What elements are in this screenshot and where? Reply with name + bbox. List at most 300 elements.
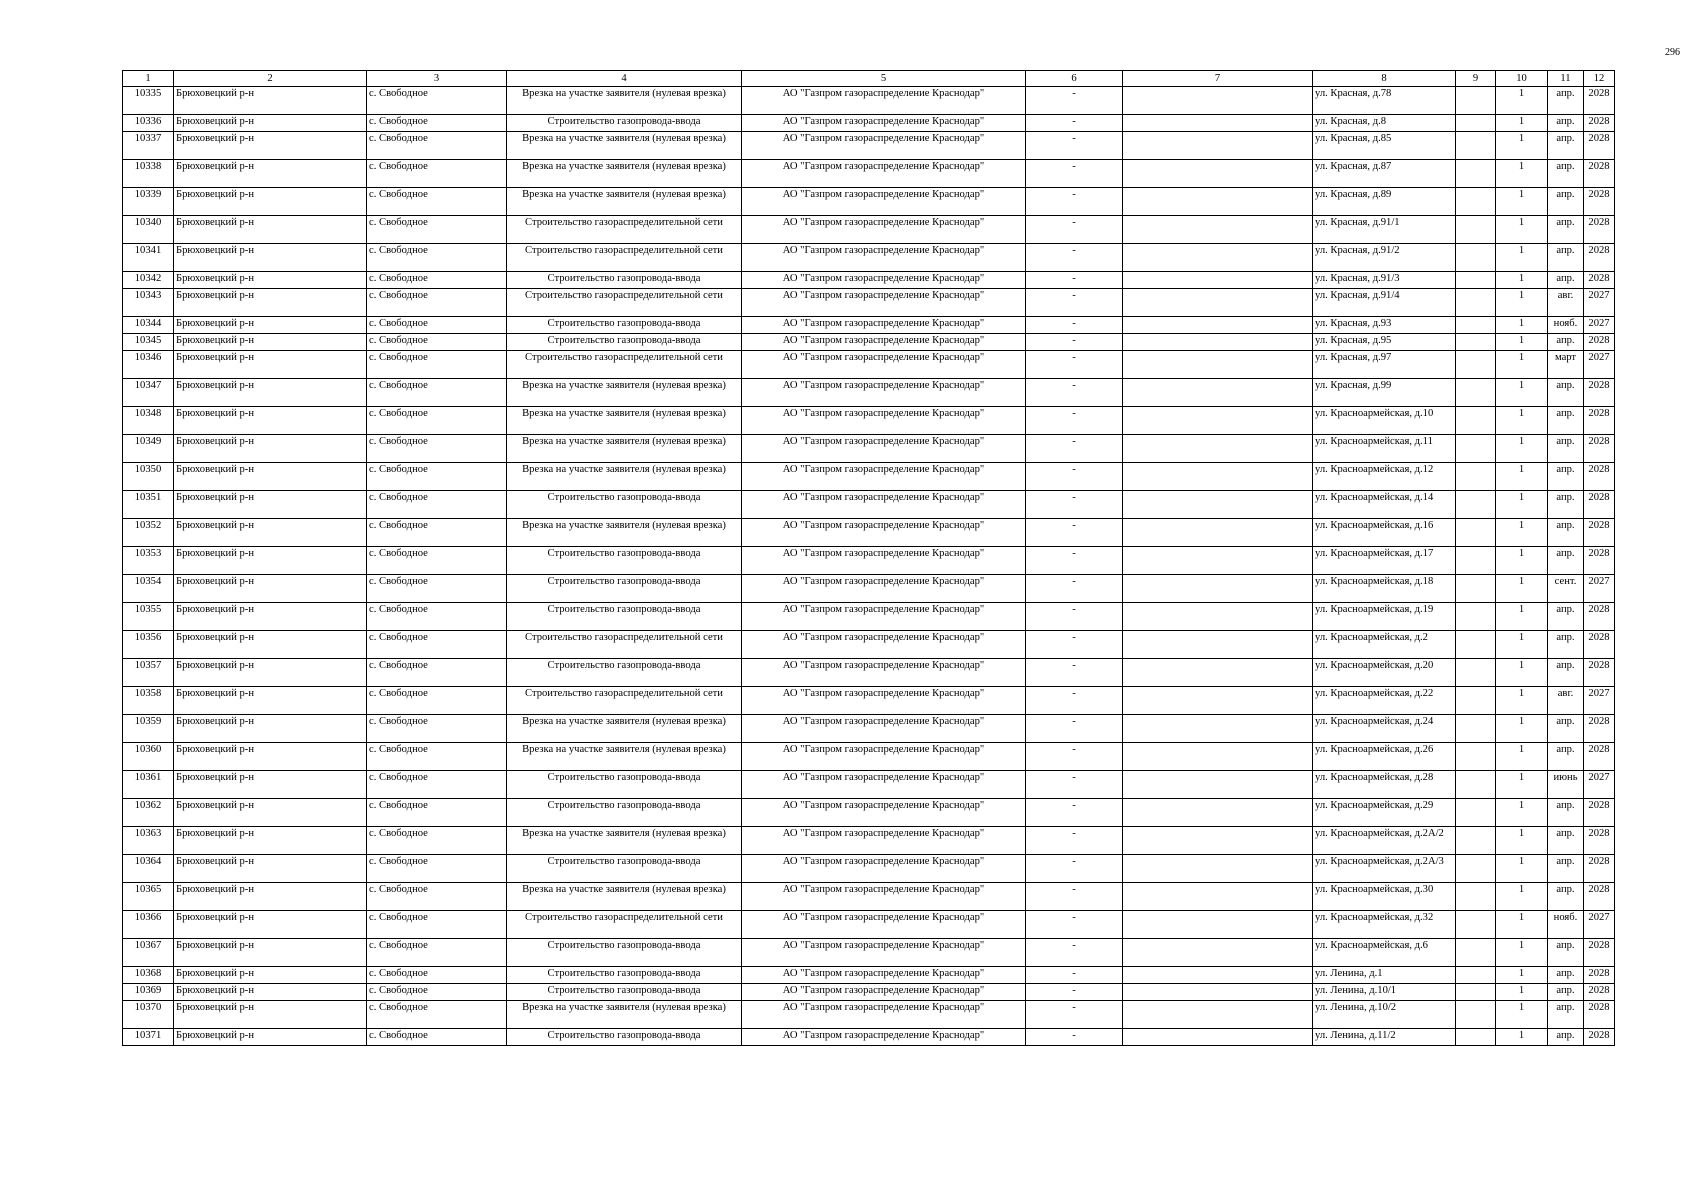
row-number-cell: 10351 [123, 491, 174, 519]
work-type-cell: Врезка на участке заявителя (нулевая врезка) [507, 435, 742, 463]
col9-cell [1456, 115, 1496, 132]
organization-cell: АО "Газпром газораспределение Краснодар" [742, 379, 1026, 407]
locality-cell: с. Свободное [367, 435, 507, 463]
row-number-cell: 10352 [123, 519, 174, 547]
district-cell: Брюховецкий р-н [174, 603, 367, 631]
address-cell: ул. Красная, д.89 [1313, 188, 1456, 216]
page-number: 296 [1665, 47, 1680, 58]
col7-cell [1123, 1001, 1313, 1029]
organization-cell: АО "Газпром газораспределение Краснодар" [742, 216, 1026, 244]
district-cell: Брюховецкий р-н [174, 244, 367, 272]
address-cell: ул. Красноармейская, д.11 [1313, 435, 1456, 463]
table-row [123, 289, 1615, 317]
quantity-cell: 1 [1496, 659, 1548, 687]
month-cell: апр. [1548, 272, 1584, 289]
district-cell: Брюховецкий р-н [174, 687, 367, 715]
column-header: 1 [123, 71, 174, 87]
month-cell: нояб. [1548, 317, 1584, 334]
table-row [123, 244, 1615, 272]
quantity-cell: 1 [1496, 939, 1548, 967]
address-cell: ул. Красноармейская, д.10 [1313, 407, 1456, 435]
column-header: 8 [1313, 71, 1456, 87]
col9-cell [1456, 984, 1496, 1001]
quantity-cell: 1 [1496, 911, 1548, 939]
col6-cell: - [1026, 855, 1123, 883]
organization-cell: АО "Газпром газораспределение Краснодар" [742, 827, 1026, 855]
work-type-cell: Строительство газораспределительной сети [507, 351, 742, 379]
organization-cell: АО "Газпром газораспределение Краснодар" [742, 160, 1026, 188]
locality-cell: с. Свободное [367, 160, 507, 188]
col9-cell [1456, 87, 1496, 115]
month-cell: авг. [1548, 289, 1584, 317]
row-number-cell: 10345 [123, 334, 174, 351]
row-number-cell: 10370 [123, 1001, 174, 1029]
month-cell: нояб. [1548, 911, 1584, 939]
year-cell: 2028 [1584, 491, 1615, 519]
address-cell: ул. Красноармейская, д.14 [1313, 491, 1456, 519]
address-cell: ул. Красная, д.91/2 [1313, 244, 1456, 272]
row-number-cell: 10360 [123, 743, 174, 771]
work-type-cell: Врезка на участке заявителя (нулевая врезка) [507, 743, 742, 771]
locality-cell: с. Свободное [367, 967, 507, 984]
header-row [123, 71, 1615, 87]
col9-cell [1456, 244, 1496, 272]
year-cell: 2027 [1584, 687, 1615, 715]
col6-cell: - [1026, 1029, 1123, 1046]
work-type-cell: Строительство газопровода-ввода [507, 799, 742, 827]
locality-cell: с. Свободное [367, 87, 507, 115]
year-cell: 2028 [1584, 743, 1615, 771]
col9-cell [1456, 317, 1496, 334]
col7-cell [1123, 519, 1313, 547]
table-row [123, 379, 1615, 407]
organization-cell: АО "Газпром газораспределение Краснодар" [742, 939, 1026, 967]
organization-cell: АО "Газпром газораспределение Краснодар" [742, 317, 1026, 334]
col7-cell [1123, 687, 1313, 715]
row-number-cell: 10341 [123, 244, 174, 272]
district-cell: Брюховецкий р-н [174, 771, 367, 799]
year-cell: 2027 [1584, 771, 1615, 799]
col6-cell: - [1026, 188, 1123, 216]
month-cell: апр. [1548, 491, 1584, 519]
work-type-cell: Врезка на участке заявителя (нулевая врезка) [507, 463, 742, 491]
organization-cell: АО "Газпром газораспределение Краснодар" [742, 659, 1026, 687]
row-number-cell: 10347 [123, 379, 174, 407]
work-type-cell: Врезка на участке заявителя (нулевая врезка) [507, 160, 742, 188]
address-cell: ул. Красноармейская, д.20 [1313, 659, 1456, 687]
work-type-cell: Строительство газопровода-ввода [507, 603, 742, 631]
address-cell: ул. Красная, д.91/4 [1313, 289, 1456, 317]
organization-cell: АО "Газпром газораспределение Краснодар" [742, 855, 1026, 883]
quantity-cell: 1 [1496, 1001, 1548, 1029]
work-type-cell: Строительство газопровода-ввода [507, 939, 742, 967]
district-cell: Брюховецкий р-н [174, 984, 367, 1001]
month-cell: апр. [1548, 160, 1584, 188]
district-cell: Брюховецкий р-н [174, 743, 367, 771]
col7-cell [1123, 491, 1313, 519]
locality-cell: с. Свободное [367, 855, 507, 883]
quantity-cell: 1 [1496, 799, 1548, 827]
quantity-cell: 1 [1496, 519, 1548, 547]
col6-cell: - [1026, 491, 1123, 519]
table-row [123, 519, 1615, 547]
table-row [123, 216, 1615, 244]
row-number-cell: 10343 [123, 289, 174, 317]
table-row [123, 911, 1615, 939]
col6-cell: - [1026, 687, 1123, 715]
col6-cell: - [1026, 244, 1123, 272]
district-cell: Брюховецкий р-н [174, 939, 367, 967]
year-cell: 2028 [1584, 87, 1615, 115]
row-number-cell: 10340 [123, 216, 174, 244]
district-cell: Брюховецкий р-н [174, 435, 367, 463]
col7-cell [1123, 659, 1313, 687]
work-type-cell: Врезка на участке заявителя (нулевая врезка) [507, 883, 742, 911]
table-row [123, 334, 1615, 351]
col9-cell [1456, 407, 1496, 435]
col9-cell [1456, 575, 1496, 603]
address-cell: ул. Красноармейская, д.26 [1313, 743, 1456, 771]
column-header: 3 [367, 71, 507, 87]
organization-cell: АО "Газпром газораспределение Краснодар" [742, 289, 1026, 317]
quantity-cell: 1 [1496, 603, 1548, 631]
col7-cell [1123, 407, 1313, 435]
col6-cell: - [1026, 883, 1123, 911]
work-type-cell: Строительство газопровода-ввода [507, 984, 742, 1001]
quantity-cell: 1 [1496, 216, 1548, 244]
quantity-cell: 1 [1496, 855, 1548, 883]
col7-cell [1123, 463, 1313, 491]
organization-cell: АО "Газпром газораспределение Краснодар" [742, 631, 1026, 659]
organization-cell: АО "Газпром газораспределение Краснодар" [742, 87, 1026, 115]
col9-cell [1456, 827, 1496, 855]
organization-cell: АО "Газпром газораспределение Краснодар" [742, 911, 1026, 939]
quantity-cell: 1 [1496, 1029, 1548, 1046]
col7-cell [1123, 911, 1313, 939]
district-cell: Брюховецкий р-н [174, 631, 367, 659]
table-row [123, 87, 1615, 115]
address-cell: ул. Ленина, д.10/1 [1313, 984, 1456, 1001]
locality-cell: с. Свободное [367, 379, 507, 407]
col6-cell: - [1026, 659, 1123, 687]
year-cell: 2028 [1584, 407, 1615, 435]
table-row [123, 317, 1615, 334]
table-row [123, 132, 1615, 160]
work-type-cell: Строительство газопровода-ввода [507, 317, 742, 334]
year-cell: 2028 [1584, 603, 1615, 631]
col6-cell: - [1026, 771, 1123, 799]
col7-cell [1123, 603, 1313, 631]
col9-cell [1456, 771, 1496, 799]
address-cell: ул. Красная, д.99 [1313, 379, 1456, 407]
organization-cell: АО "Газпром газораспределение Краснодар" [742, 519, 1026, 547]
col9-cell [1456, 939, 1496, 967]
work-type-cell: Врезка на участке заявителя (нулевая врезка) [507, 519, 742, 547]
year-cell: 2027 [1584, 911, 1615, 939]
table-row [123, 547, 1615, 575]
col6-cell: - [1026, 519, 1123, 547]
address-cell: ул. Красная, д.87 [1313, 160, 1456, 188]
organization-cell: АО "Газпром газораспределение Краснодар" [742, 435, 1026, 463]
column-header: 2 [174, 71, 367, 87]
table-row [123, 1029, 1615, 1046]
col9-cell [1456, 883, 1496, 911]
work-type-cell: Строительство газопровода-ввода [507, 771, 742, 799]
col6-cell: - [1026, 575, 1123, 603]
address-cell: ул. Красная, д.91/3 [1313, 272, 1456, 289]
col6-cell: - [1026, 351, 1123, 379]
locality-cell: с. Свободное [367, 334, 507, 351]
col6-cell: - [1026, 984, 1123, 1001]
col6-cell: - [1026, 317, 1123, 334]
locality-cell: с. Свободное [367, 715, 507, 743]
locality-cell: с. Свободное [367, 799, 507, 827]
work-type-cell: Строительство газопровода-ввода [507, 1029, 742, 1046]
district-cell: Брюховецкий р-н [174, 855, 367, 883]
district-cell: Брюховецкий р-н [174, 407, 367, 435]
col9-cell [1456, 603, 1496, 631]
locality-cell: с. Свободное [367, 188, 507, 216]
table-row [123, 827, 1615, 855]
row-number-cell: 10337 [123, 132, 174, 160]
col7-cell [1123, 289, 1313, 317]
organization-cell: АО "Газпром газораспределение Краснодар" [742, 771, 1026, 799]
address-cell: ул. Красноармейская, д.12 [1313, 463, 1456, 491]
col6-cell: - [1026, 911, 1123, 939]
col9-cell [1456, 379, 1496, 407]
district-cell: Брюховецкий р-н [174, 272, 367, 289]
organization-cell: АО "Газпром газораспределение Краснодар" [742, 463, 1026, 491]
row-number-cell: 10358 [123, 687, 174, 715]
organization-cell: АО "Газпром газораспределение Краснодар" [742, 547, 1026, 575]
address-cell: ул. Красная, д.97 [1313, 351, 1456, 379]
organization-cell: АО "Газпром газораспределение Краснодар" [742, 603, 1026, 631]
district-cell: Брюховецкий р-н [174, 491, 367, 519]
year-cell: 2028 [1584, 939, 1615, 967]
col7-cell [1123, 715, 1313, 743]
quantity-cell: 1 [1496, 463, 1548, 491]
locality-cell: с. Свободное [367, 743, 507, 771]
quantity-cell: 1 [1496, 435, 1548, 463]
work-type-cell: Строительство газопровода-ввода [507, 334, 742, 351]
col7-cell [1123, 272, 1313, 289]
table-body [123, 87, 1615, 1046]
table-row [123, 967, 1615, 984]
month-cell: апр. [1548, 883, 1584, 911]
col7-cell [1123, 435, 1313, 463]
col7-cell [1123, 631, 1313, 659]
district-cell: Брюховецкий р-н [174, 216, 367, 244]
col7-cell [1123, 379, 1313, 407]
month-cell: апр. [1548, 855, 1584, 883]
col9-cell [1456, 216, 1496, 244]
row-number-cell: 10350 [123, 463, 174, 491]
address-cell: ул. Красноармейская, д.28 [1313, 771, 1456, 799]
column-header: 10 [1496, 71, 1548, 87]
district-cell: Брюховецкий р-н [174, 883, 367, 911]
month-cell: июнь [1548, 771, 1584, 799]
quantity-cell: 1 [1496, 547, 1548, 575]
quantity-cell: 1 [1496, 244, 1548, 272]
col6-cell: - [1026, 967, 1123, 984]
locality-cell: с. Свободное [367, 659, 507, 687]
col6-cell: - [1026, 216, 1123, 244]
address-cell: ул. Красная, д.8 [1313, 115, 1456, 132]
row-number-cell: 10365 [123, 883, 174, 911]
locality-cell: с. Свободное [367, 547, 507, 575]
work-type-cell: Врезка на участке заявителя (нулевая врезка) [507, 407, 742, 435]
col7-cell [1123, 351, 1313, 379]
month-cell: апр. [1548, 132, 1584, 160]
month-cell: апр. [1548, 115, 1584, 132]
quantity-cell: 1 [1496, 272, 1548, 289]
locality-cell: с. Свободное [367, 1029, 507, 1046]
row-number-cell: 10367 [123, 939, 174, 967]
district-cell: Брюховецкий р-н [174, 379, 367, 407]
work-type-cell: Строительство газораспределительной сети [507, 216, 742, 244]
organization-cell: АО "Газпром газораспределение Краснодар" [742, 132, 1026, 160]
organization-cell: АО "Газпром газораспределение Краснодар" [742, 967, 1026, 984]
district-cell: Брюховецкий р-н [174, 575, 367, 603]
district-cell: Брюховецкий р-н [174, 827, 367, 855]
locality-cell: с. Свободное [367, 491, 507, 519]
quantity-cell: 1 [1496, 115, 1548, 132]
col6-cell: - [1026, 87, 1123, 115]
table-row [123, 1001, 1615, 1029]
table-row [123, 771, 1615, 799]
address-cell: ул. Красная, д.85 [1313, 132, 1456, 160]
col7-cell [1123, 743, 1313, 771]
district-cell: Брюховецкий р-н [174, 289, 367, 317]
address-cell: ул. Красноармейская, д.6 [1313, 939, 1456, 967]
organization-cell: АО "Газпром газораспределение Краснодар" [742, 1001, 1026, 1029]
year-cell: 2027 [1584, 575, 1615, 603]
col9-cell [1456, 967, 1496, 984]
quantity-cell: 1 [1496, 631, 1548, 659]
month-cell: апр. [1548, 1001, 1584, 1029]
column-header: 7 [1123, 71, 1313, 87]
month-cell: апр. [1548, 799, 1584, 827]
address-cell: ул. Красноармейская, д.24 [1313, 715, 1456, 743]
year-cell: 2028 [1584, 160, 1615, 188]
year-cell: 2028 [1584, 132, 1615, 160]
organization-cell: АО "Газпром газораспределение Краснодар" [742, 407, 1026, 435]
locality-cell: с. Свободное [367, 407, 507, 435]
col9-cell [1456, 631, 1496, 659]
col9-cell [1456, 715, 1496, 743]
locality-cell: с. Свободное [367, 911, 507, 939]
address-cell: ул. Красноармейская, д.2А/3 [1313, 855, 1456, 883]
district-cell: Брюховецкий р-н [174, 911, 367, 939]
district-cell: Брюховецкий р-н [174, 115, 367, 132]
work-type-cell: Врезка на участке заявителя (нулевая врезка) [507, 715, 742, 743]
month-cell: сент. [1548, 575, 1584, 603]
table-row [123, 984, 1615, 1001]
quantity-cell: 1 [1496, 351, 1548, 379]
district-cell: Брюховецкий р-н [174, 463, 367, 491]
col7-cell [1123, 547, 1313, 575]
table-row [123, 272, 1615, 289]
locality-cell: с. Свободное [367, 883, 507, 911]
year-cell: 2028 [1584, 715, 1615, 743]
row-number-cell: 10353 [123, 547, 174, 575]
district-cell: Брюховецкий р-н [174, 519, 367, 547]
locality-cell: с. Свободное [367, 115, 507, 132]
col7-cell [1123, 984, 1313, 1001]
year-cell: 2028 [1584, 272, 1615, 289]
organization-cell: АО "Газпром газораспределение Краснодар" [742, 272, 1026, 289]
table-row [123, 491, 1615, 519]
column-header: 9 [1456, 71, 1496, 87]
work-type-cell: Врезка на участке заявителя (нулевая врезка) [507, 827, 742, 855]
table-row [123, 631, 1615, 659]
district-cell: Брюховецкий р-н [174, 1001, 367, 1029]
work-type-cell: Строительство газораспределительной сети [507, 289, 742, 317]
year-cell: 2028 [1584, 115, 1615, 132]
column-header: 5 [742, 71, 1026, 87]
row-number-cell: 10336 [123, 115, 174, 132]
year-cell: 2028 [1584, 631, 1615, 659]
work-type-cell: Строительство газопровода-ввода [507, 855, 742, 883]
col6-cell: - [1026, 379, 1123, 407]
year-cell: 2028 [1584, 334, 1615, 351]
month-cell: апр. [1548, 435, 1584, 463]
district-cell: Брюховецкий р-н [174, 547, 367, 575]
organization-cell: АО "Газпром газораспределение Краснодар" [742, 799, 1026, 827]
row-number-cell: 10355 [123, 603, 174, 631]
table-row [123, 188, 1615, 216]
col7-cell [1123, 334, 1313, 351]
month-cell: апр. [1548, 1029, 1584, 1046]
month-cell: апр. [1548, 547, 1584, 575]
district-cell: Брюховецкий р-н [174, 188, 367, 216]
work-type-cell: Строительство газопровода-ввода [507, 659, 742, 687]
locality-cell: с. Свободное [367, 317, 507, 334]
organization-cell: АО "Газпром газораспределение Краснодар" [742, 244, 1026, 272]
col9-cell [1456, 547, 1496, 575]
table-row [123, 351, 1615, 379]
work-type-cell: Врезка на участке заявителя (нулевая врезка) [507, 188, 742, 216]
work-type-cell: Строительство газопровода-ввода [507, 272, 742, 289]
work-type-cell: Строительство газопровода-ввода [507, 115, 742, 132]
col6-cell: - [1026, 334, 1123, 351]
col7-cell [1123, 216, 1313, 244]
work-type-cell: Строительство газопровода-ввода [507, 575, 742, 603]
organization-cell: АО "Газпром газораспределение Краснодар" [742, 687, 1026, 715]
col6-cell: - [1026, 799, 1123, 827]
table-row [123, 603, 1615, 631]
row-number-cell: 10357 [123, 659, 174, 687]
row-number-cell: 10364 [123, 855, 174, 883]
work-type-cell: Строительство газораспределительной сети [507, 687, 742, 715]
quantity-cell: 1 [1496, 188, 1548, 216]
address-cell: ул. Красная, д.93 [1313, 317, 1456, 334]
address-cell: ул. Красноармейская, д.32 [1313, 911, 1456, 939]
work-type-cell: Врезка на участке заявителя (нулевая врезка) [507, 1001, 742, 1029]
month-cell: апр. [1548, 603, 1584, 631]
month-cell: апр. [1548, 967, 1584, 984]
year-cell: 2028 [1584, 883, 1615, 911]
quantity-cell: 1 [1496, 407, 1548, 435]
district-cell: Брюховецкий р-н [174, 132, 367, 160]
col7-cell [1123, 87, 1313, 115]
address-cell: ул. Красноармейская, д.30 [1313, 883, 1456, 911]
work-type-cell: Врезка на участке заявителя (нулевая врезка) [507, 87, 742, 115]
month-cell: апр. [1548, 216, 1584, 244]
row-number-cell: 10361 [123, 771, 174, 799]
col7-cell [1123, 771, 1313, 799]
table-row [123, 687, 1615, 715]
